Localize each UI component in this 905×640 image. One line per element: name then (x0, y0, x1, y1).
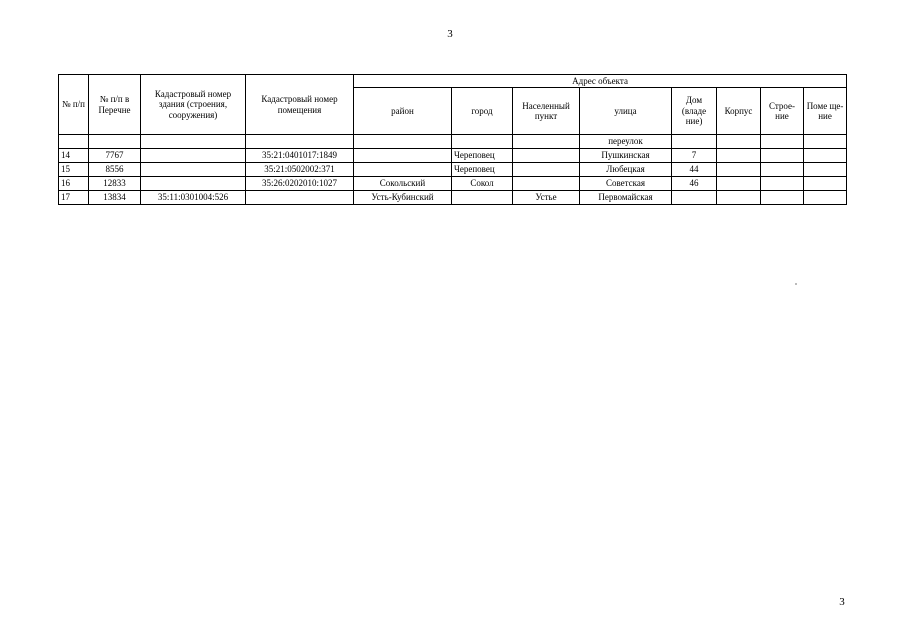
cell-house (672, 191, 717, 205)
cell-building (141, 149, 246, 163)
cell-district (354, 149, 452, 163)
cell-district (354, 163, 452, 177)
page-number-bottom: 3 (839, 596, 845, 608)
header-korpus: Корпус (717, 88, 761, 135)
header-building-cadastral: Кадастровый номер здания (строения, сооружения) (141, 75, 246, 135)
cell-room (246, 135, 354, 149)
header-stroenie: Строе- ние (761, 88, 804, 135)
header-city: город (452, 88, 513, 135)
cell-korpus (717, 149, 761, 163)
page-number-top: 3 (447, 28, 453, 40)
cell-building: 35:11:0301004:526 (141, 191, 246, 205)
cell-city: Сокол (452, 177, 513, 191)
cell-korpus (717, 191, 761, 205)
cell-street: Первомайская (580, 191, 672, 205)
cell-korpus (717, 163, 761, 177)
cell-house: 46 (672, 177, 717, 191)
cell-list-num: 13834 (89, 191, 141, 205)
cell-building (141, 163, 246, 177)
cell-pomeshchenie (804, 135, 847, 149)
cell-district: Сокольский (354, 177, 452, 191)
cell-street: Пушкинская (580, 149, 672, 163)
cell-house (672, 135, 717, 149)
cell-room: 35:21:0502002:371 (246, 163, 354, 177)
cell-room: 35:26:0202010:1027 (246, 177, 354, 191)
header-street: улица (580, 88, 672, 135)
cell-num: 15 (59, 163, 89, 177)
header-list-num: № п/п в Перечне (89, 75, 141, 135)
scan-speck (795, 283, 797, 285)
cell-pomeshchenie (804, 191, 847, 205)
cell-num: 14 (59, 149, 89, 163)
cell-city: Череповец (452, 163, 513, 177)
table-row (59, 163, 847, 177)
header-settlement: Населенный пункт (513, 88, 580, 135)
table-row (59, 149, 847, 163)
header-pomeshchenie: Поме ще- ние (804, 88, 847, 135)
cell-list-num: 7767 (89, 149, 141, 163)
cell-building (141, 177, 246, 191)
cell-num (59, 135, 89, 149)
cell-district (354, 135, 452, 149)
cell-street: Советская (580, 177, 672, 191)
cell-stroenie (761, 163, 804, 177)
cell-settlement (513, 177, 580, 191)
cell-num: 17 (59, 191, 89, 205)
cell-settlement: Устье (513, 191, 580, 205)
cell-house: 44 (672, 163, 717, 177)
cell-city: Череповец (452, 149, 513, 163)
cell-building (141, 135, 246, 149)
cell-pomeshchenie (804, 177, 847, 191)
cell-num: 16 (59, 177, 89, 191)
cell-room (246, 191, 354, 205)
cell-stroenie (761, 191, 804, 205)
table-row (59, 177, 847, 191)
header-room-cadastral: Кадастровый номер помещения (246, 75, 354, 135)
table-row (59, 191, 847, 205)
cell-settlement (513, 163, 580, 177)
cell-district: Усть-Кубинский (354, 191, 452, 205)
cell-room: 35:21:0401017:1849 (246, 149, 354, 163)
cell-list-num: 8556 (89, 163, 141, 177)
cell-list-num (89, 135, 141, 149)
cell-pomeshchenie (804, 163, 847, 177)
cell-city (452, 191, 513, 205)
cell-stroenie (761, 149, 804, 163)
cell-korpus (717, 135, 761, 149)
cell-pomeshchenie (804, 149, 847, 163)
cell-settlement (513, 149, 580, 163)
cell-list-num: 12833 (89, 177, 141, 191)
cell-korpus (717, 177, 761, 191)
cell-street: Любецкая (580, 163, 672, 177)
header-house: Дом (владе ние) (672, 88, 717, 135)
cell-stroenie (761, 135, 804, 149)
header-district: район (354, 88, 452, 135)
table-row (59, 135, 847, 149)
cell-house: 7 (672, 149, 717, 163)
header-num: № п/п (59, 75, 89, 135)
cell-settlement (513, 135, 580, 149)
cell-city (452, 135, 513, 149)
cell-stroenie (761, 177, 804, 191)
header-address-group: Адрес объекта (354, 75, 847, 88)
registry-table (58, 74, 847, 205)
cell-street: переулок (580, 135, 672, 149)
